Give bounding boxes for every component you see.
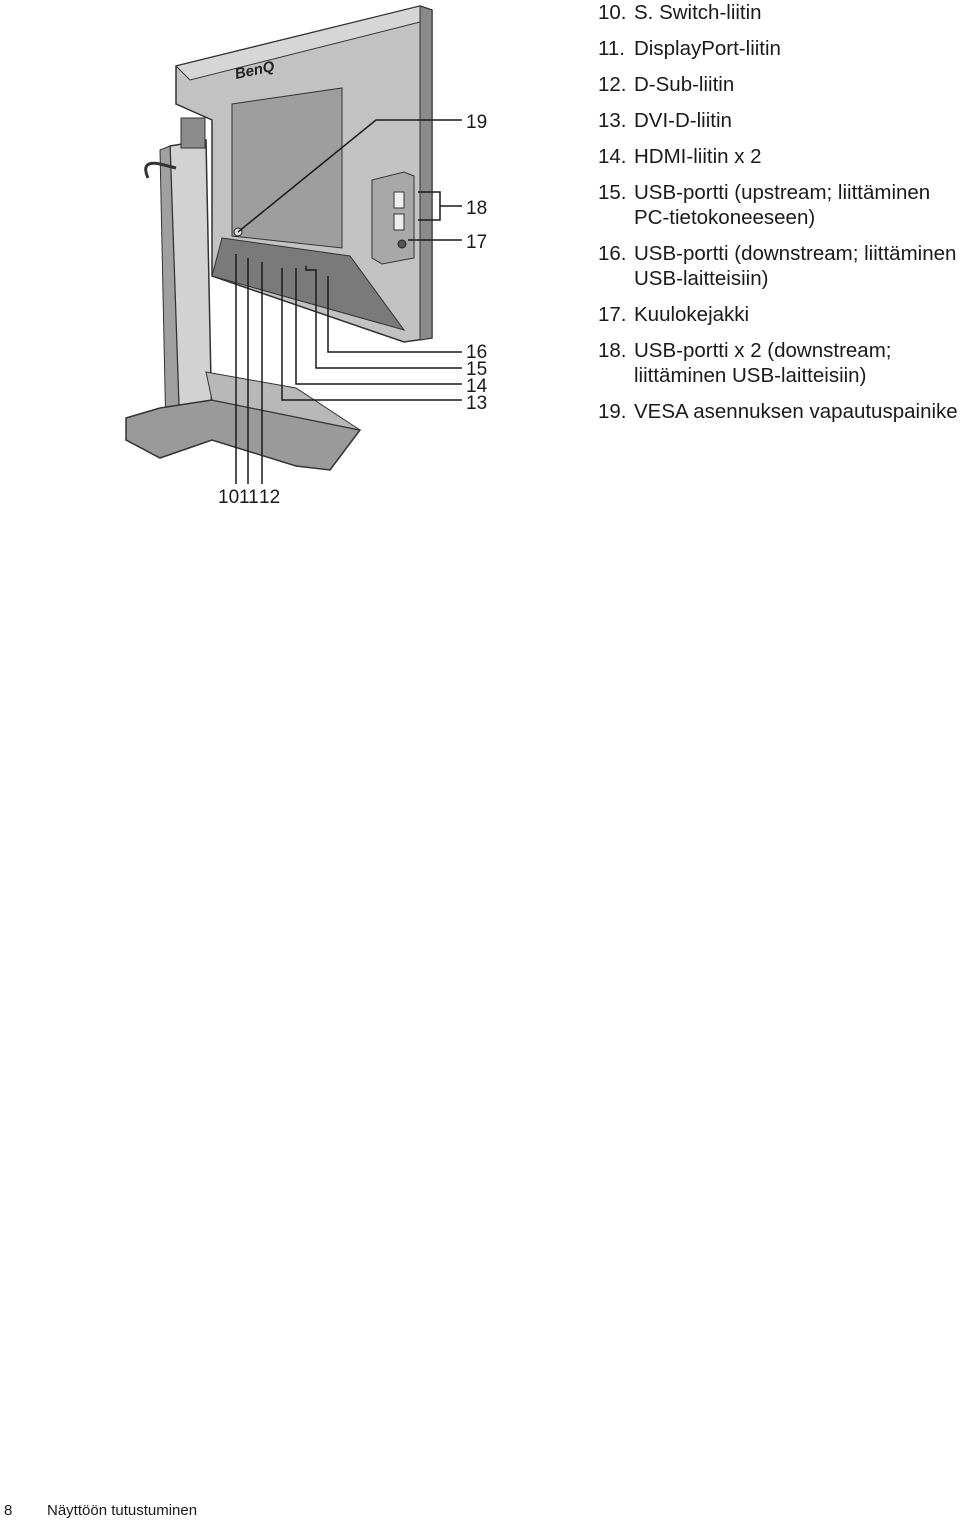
legend-number: 16.	[598, 242, 627, 265]
callout-13: 13	[466, 393, 488, 414]
legend-item	[598, 72, 960, 97]
legend-text: USB-portti x 2 (downstream; liittäminen USB-laitteisiin)	[634, 339, 892, 387]
legend-item	[598, 144, 960, 169]
connector-legend	[598, 0, 960, 435]
callout-14: 14	[466, 376, 488, 397]
section-title: Näyttöön tutustuminen	[47, 1502, 198, 1519]
monitor-back	[176, 6, 432, 342]
legend-number: 15.	[598, 181, 627, 204]
callout-15: 15	[466, 359, 488, 380]
callout-12: 12	[259, 487, 281, 508]
legend-item	[598, 241, 960, 291]
legend-item	[598, 108, 960, 133]
legend-number: 11.	[598, 37, 625, 60]
page-number: 8	[4, 1502, 13, 1519]
legend-item	[598, 180, 960, 230]
legend-number: 18.	[598, 339, 627, 362]
legend-item	[598, 338, 960, 388]
legend-item	[598, 302, 960, 327]
legend-number: 19.	[598, 400, 627, 423]
legend-text: HDMI-liitin x 2	[634, 145, 762, 168]
legend-text: DisplayPort-liitin	[634, 37, 781, 60]
legend-text: S. Switch-liitin	[634, 1, 762, 24]
legend-text: USB-portti (downstream; liittäminen USB-laitteisiin)	[634, 242, 957, 290]
legend-text: USB-portti (upstream; liittäminen PC-tietokoneeseen)	[634, 181, 931, 229]
callout-10: 10	[218, 487, 240, 508]
legend-item	[598, 399, 960, 424]
callout-11: 11	[239, 487, 259, 508]
page-footer	[0, 1500, 960, 1522]
legend-text: Kuulokejakki	[634, 303, 750, 326]
legend-number: 12.	[598, 73, 627, 96]
callout-17: 17	[466, 232, 488, 253]
callout-18: 18	[466, 198, 488, 219]
legend-text: D-Sub-liitin	[634, 73, 735, 96]
brand-logo: BenQ	[233, 57, 276, 83]
legend-number: 17.	[598, 303, 627, 326]
legend-number: 10.	[598, 1, 627, 24]
callout-16: 16	[466, 342, 488, 363]
legend-number: 14.	[598, 145, 627, 168]
monitor-rear-illustration	[0, 0, 600, 520]
callout-19: 19	[466, 112, 488, 133]
legend-item	[598, 36, 960, 61]
legend-number: 13.	[598, 109, 627, 132]
legend-item	[598, 0, 960, 25]
legend-text: DVI-D-liitin	[634, 109, 732, 132]
legend-text: VESA asennuksen vapautuspainike	[634, 400, 958, 423]
